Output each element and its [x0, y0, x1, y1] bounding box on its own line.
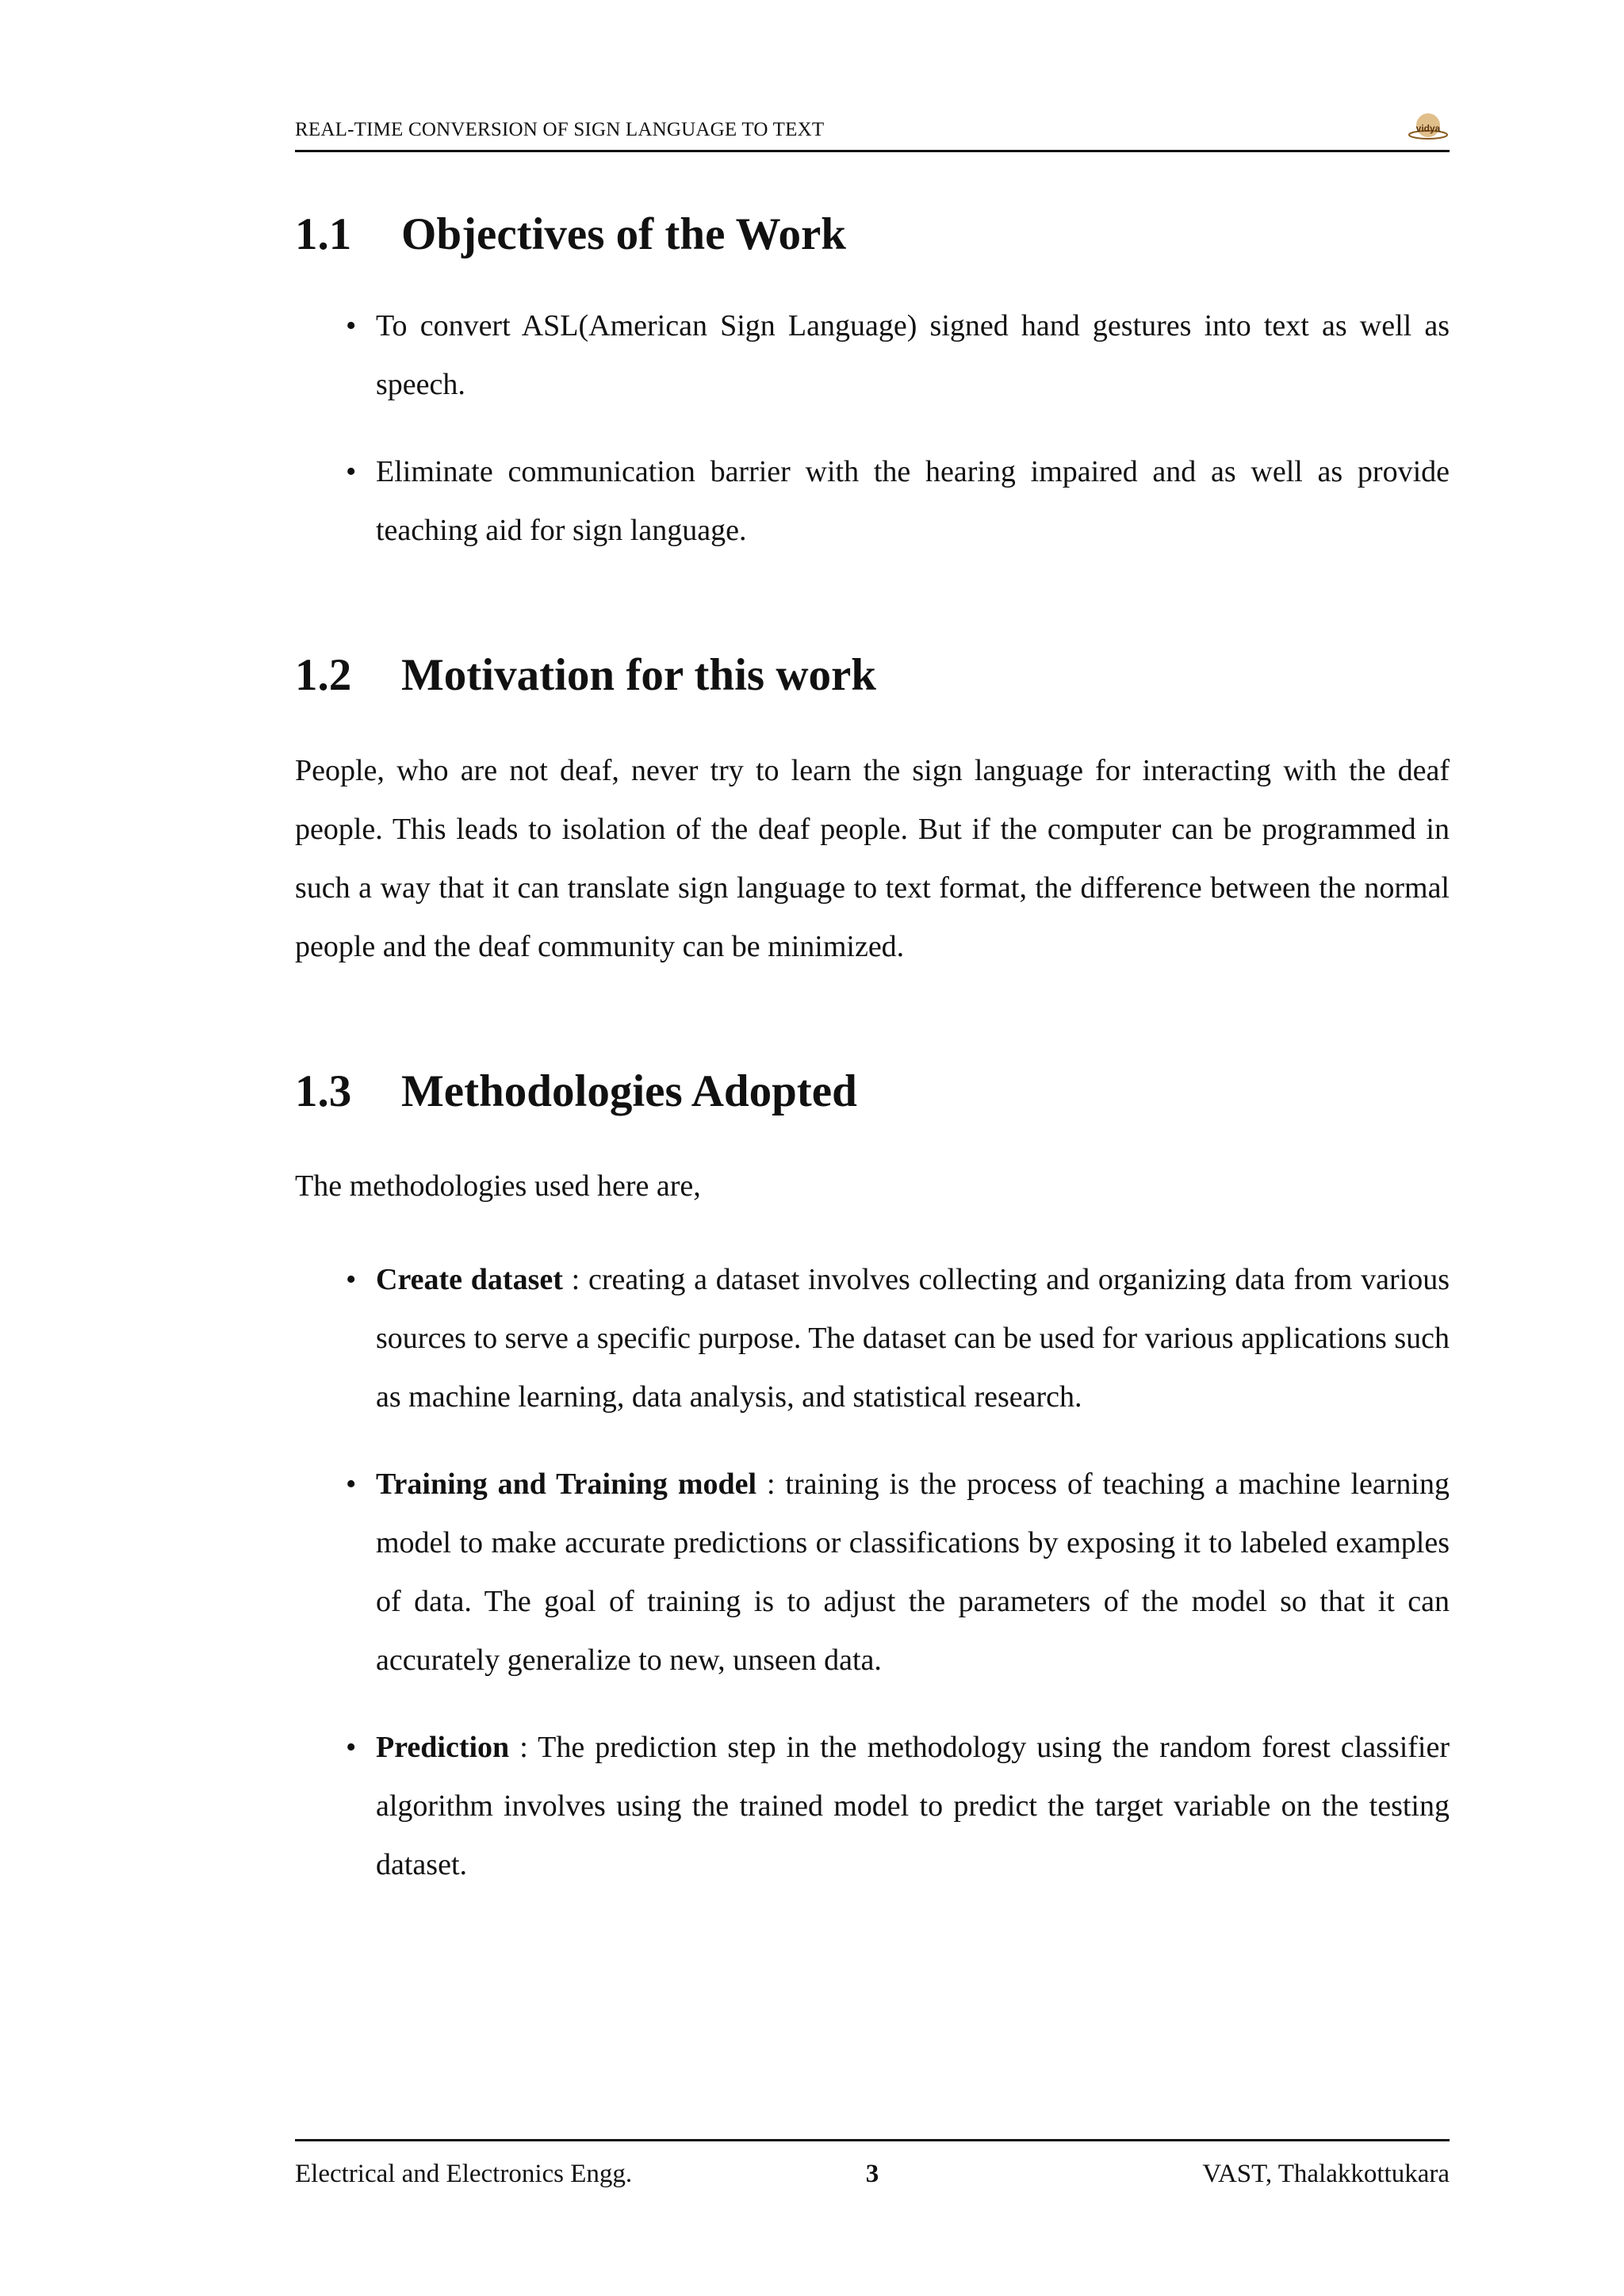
- header-rule: [295, 150, 1450, 152]
- motivation-paragraph: People, who are not deaf, never try to learn the sign language for interacting with the deaf people. This leads to isolation of the deaf people. But if the computer can be programmed in such a way that it can translate sign language to text format, the difference between the normal people and the deaf community can be minimized.: [295, 753, 1450, 963]
- list-item: [295, 1250, 1450, 1426]
- bullet-icon: •: [346, 1263, 357, 1297]
- bullet-icon: •: [346, 1731, 357, 1765]
- list-item-text: : training is the process of teaching a machine learning model to make accurate predictions or classifications by exposing it to labeled examples of data. The goal of training is to adjust the parameters of the model so that it can accurately generalize to new, unseen data.: [376, 1468, 1450, 1678]
- list-item-text: : creating a dataset involves collecting and organizing data from various sources to serve a specific purpose. The dataset can be used for various applications such as machine learning, data analysis, and statistical research.: [376, 1263, 1450, 1414]
- section-number: 1.1: [295, 209, 352, 259]
- section-title: Motivation for this work: [401, 650, 877, 701]
- bullet-icon: •: [346, 455, 357, 489]
- objectives-list: [295, 297, 1450, 560]
- methodologies-list: [295, 1250, 1450, 1894]
- list-item: [295, 297, 1450, 414]
- list-item: [295, 442, 1450, 560]
- list-item-text: Eliminate communication barrier with the hearing impaired and as well as provide teaching aid for sign language.: [376, 455, 1450, 548]
- section-number: 1.2: [295, 650, 352, 701]
- bullet-icon: •: [346, 1468, 357, 1502]
- section-heading-motivation: [295, 649, 1450, 702]
- footer-institution: VAST, Thalakkottukara: [1202, 2160, 1450, 2188]
- list-item-text: : The prediction step in the methodology using the random forest classifier algorithm involves using the trained model to predict the target variable on the testing dataset.: [376, 1731, 1450, 1882]
- section-number: 1.3: [295, 1066, 352, 1116]
- page-number: 3: [865, 2160, 879, 2188]
- bullet-icon: •: [346, 309, 357, 343]
- list-item-term: Create dataset: [376, 1263, 563, 1297]
- section-title: Methodologies Adopted: [401, 1066, 857, 1116]
- list-item: [295, 1718, 1450, 1894]
- running-footer: [295, 2139, 1450, 2190]
- footer-department: Electrical and Electronics Engg.: [295, 2160, 633, 2188]
- list-item-term: Prediction: [376, 1731, 510, 1765]
- section-heading-methodologies: [295, 1065, 1450, 1119]
- list-item-term: Training and Training model: [376, 1468, 757, 1502]
- vidya-logo: [1407, 111, 1450, 143]
- section-title: Objectives of the Work: [401, 209, 846, 259]
- header-title: REAL-TIME CONVERSION OF SIGN LANGUAGE TO TEXT: [295, 119, 825, 140]
- section-heading-objectives: [295, 208, 1450, 262]
- logo-text: vidya: [1415, 123, 1441, 134]
- methodologies-intro: The methodologies used here are,: [295, 1169, 701, 1203]
- footer-rule: [295, 2139, 1450, 2141]
- page-content: [295, 208, 1450, 1894]
- running-header: [295, 111, 1450, 152]
- list-item: [295, 1455, 1450, 1689]
- list-item-text: To convert ASL(American Sign Language) signed hand gestures into text as well as speech.: [376, 309, 1450, 402]
